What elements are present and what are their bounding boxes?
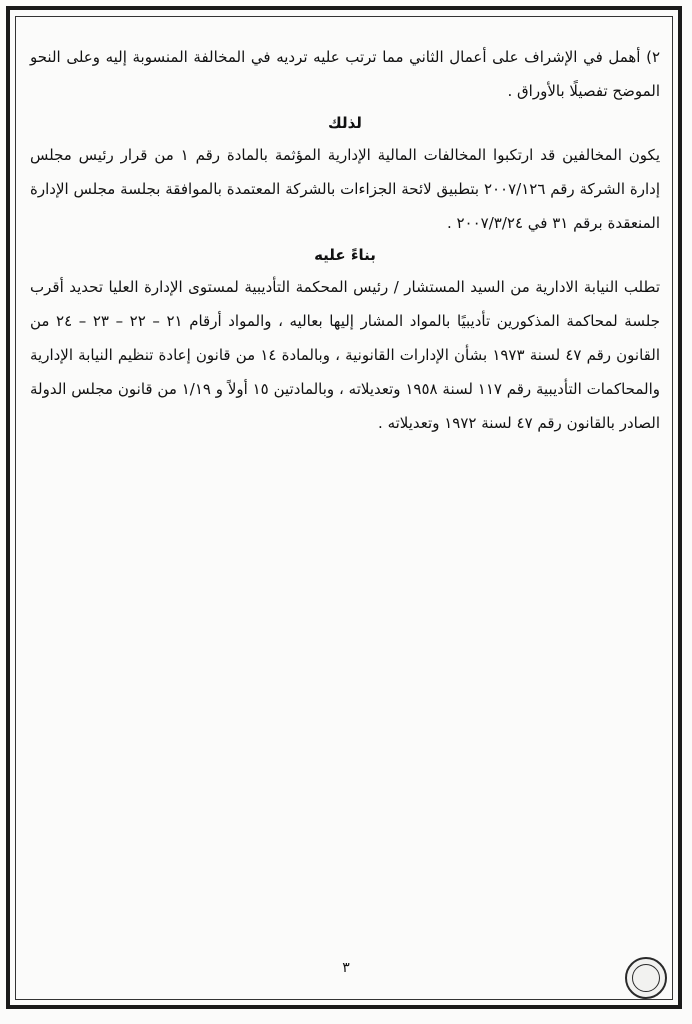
heading-accordingly: بناءً عليه <box>314 246 376 264</box>
heading-therefore: لذلك <box>328 114 362 132</box>
seal-icon <box>625 957 667 999</box>
paragraph-therefore: يكون المخالفين قد ارتكبوا المخالفات المالية الإدارية المؤثمة بالمادة رقم ١ من قرار رئيس مجلس إدارة الشركة رقم ٢٠٠٧/١٢٦ بتطبيق لائحة الجزاءات بالشركة المعتمدة بالموافقة بجلسة مجلس الإدارة المنعقدة برقم ٣١ في ٢٠٠٧/٣/٢٤ . <box>30 146 660 232</box>
item-2-paragraph: ٢) أهمل في الإشراف على أعمال الثاني مما ترتب عليه ترديه في المخالفة المنسوبة إليه وعلى النحو الموضح تفصيلًا بالأوراق . <box>30 48 660 100</box>
seal-inner-ring <box>632 964 660 992</box>
page-number: ٣ <box>342 960 350 976</box>
document-body <box>30 40 660 440</box>
paragraph-accordingly: تطلب النيابة الادارية من السيد المستشار / رئيس المحكمة التأديبية لمستوى الإدارة العليا تحديد أقرب جلسة لمحاكمة المذكورين تأديبيًا بالمواد المشار إليها بعاليه ، والمواد أرقام ٢١ – ٢٢ – ٢٣ – ٢٤ من القانون رقم ٤٧ لسنة ١٩٧٣ بشأن الإدارات القانونية ، وبالمادة ١٤ من قانون إعادة تنظيم النيابة الإدارية والمحاكمات التأديبية رقم ١١٧ لسنة ١٩٥٨ وتعديلاته ، وبالمادتين ١٥ أولاً و ١/١٩ من قانون مجلس الدولة الصادر بالقانون رقم ٤٧ لسنة ١٩٧٢ وتعديلاته . <box>30 278 660 432</box>
